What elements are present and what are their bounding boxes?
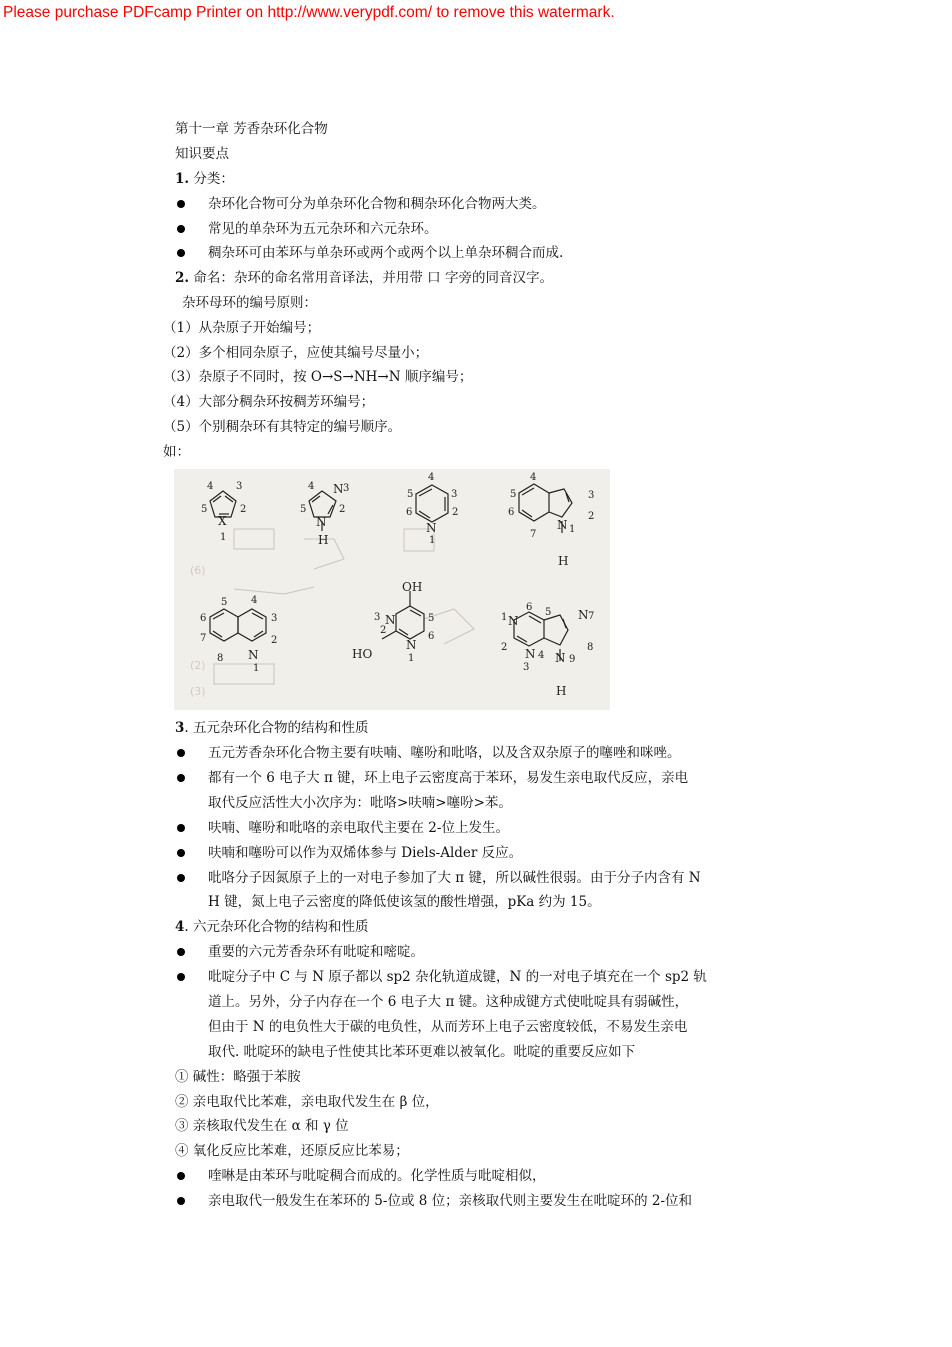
atom-number: 4	[538, 650, 545, 661]
quinoline-ring	[210, 609, 266, 641]
atom-number: 1	[501, 612, 508, 623]
nitrogen-atom: N	[525, 647, 536, 661]
hydrogen-atom: H	[556, 684, 567, 698]
nitrogen-atom: N	[406, 638, 417, 652]
atom-number: 5	[407, 489, 414, 500]
bullet-continuation: 取代. 吡啶环的缺电子性使其比苯环更难以被氧化。吡啶的重要反应如下	[208, 1044, 636, 1060]
atom-number: 5	[545, 607, 552, 618]
atom-number: 9	[569, 654, 576, 665]
atom-number: 4	[207, 481, 214, 492]
rule-item: （2）多个相同杂原子，应使其编号尽量小；	[163, 345, 429, 361]
rule-item: （3）杂原子不同时，按 O→S→NH→N 顺序编号；	[163, 369, 473, 385]
atom-number: 2	[380, 625, 387, 636]
heading-text: 分类：	[189, 171, 234, 187]
bullet-item: 吡咯分子因氮原子上的一对电子参加了大 π 键，所以碱性很弱。由于分子内含有 N	[208, 870, 701, 886]
atom-number: 2	[501, 642, 508, 653]
section-title: 知识要点	[175, 146, 229, 162]
atom-number: 1	[569, 524, 576, 535]
atom-number: 3	[236, 481, 243, 492]
atom-number: 2	[339, 504, 346, 515]
atom-number: 6	[508, 507, 515, 518]
bullet-item: 呋喃、噻吩和吡咯的亲电取代主要在 2-位上发生。	[208, 820, 509, 836]
bullet-item: 喹啉是由苯环与吡啶稠合而成的。化学性质与吡啶相似，	[208, 1168, 546, 1184]
rule-item: （5）个别稠杂环有其特定的编号顺序。	[163, 419, 402, 435]
nitrogen-atom: N	[248, 648, 259, 662]
heading-five-membered	[175, 719, 369, 737]
atom-number: 8	[587, 642, 594, 653]
structures-svg	[174, 469, 610, 710]
atom-number: 4	[530, 472, 537, 483]
atom-number: 2	[588, 511, 595, 522]
reaction-item: ④ 氧化反应比苯难，还原反应比苯易；	[175, 1143, 409, 1159]
heading-text: . 六元杂环化合物的结构和性质	[184, 919, 369, 935]
atom-number: 1	[429, 535, 436, 546]
svg-text:(2): (2)	[190, 659, 206, 672]
atom-number: 6	[428, 631, 435, 642]
reaction-item: ① 碱性：略强于苯胺	[175, 1069, 301, 1085]
hydrogen-atom: H	[318, 533, 329, 547]
bullet-item: 稠杂环可由苯环与单杂环或两个或两个以上单杂环稠合而成.	[208, 245, 564, 261]
atom-number: 4	[428, 472, 435, 483]
bullet-item: 呋喃和噻吩可以作为双烯体参与 Diels-Alder 反应。	[208, 845, 523, 861]
atom-number: 5	[428, 613, 435, 624]
atom-number: 6	[200, 613, 207, 624]
atom-number: 7	[530, 529, 537, 540]
pyridine-ring	[416, 485, 448, 522]
atom-number: 2	[452, 507, 459, 518]
atom-number: 7	[200, 633, 207, 644]
atom-number: 5	[201, 504, 208, 515]
heading-text: 命名：杂环的命名常用音译法，并用带 口 字旁的同音汉字。	[189, 270, 553, 286]
bullet-continuation: 取代反应活性大小次序为：吡咯>呋喃>噻吩>苯。	[208, 795, 512, 811]
chapter-title: 第十一章 芳香杂环化合物	[175, 121, 328, 137]
atom-number: 2	[271, 635, 278, 646]
atom-number: 3	[523, 662, 530, 673]
atom-number: 3	[343, 483, 350, 494]
atom-number: 5	[300, 504, 307, 515]
nitrogen-atom: N	[426, 521, 437, 535]
svg-text:(3): (3)	[190, 685, 206, 698]
atom-number: 4	[308, 481, 315, 492]
nitrogen-atom: N	[316, 515, 327, 529]
atom-number: 3	[374, 612, 381, 623]
bullet-item: 重要的六元芳香杂环有吡啶和嘧啶。	[208, 944, 424, 960]
hydroxyl-group: HO	[352, 647, 373, 661]
nitrogen-atom: N	[555, 651, 566, 665]
numbering-subheading: 杂环母环的编号原则：	[182, 295, 317, 311]
bullet-item: 常见的单杂环为五元杂环和六元杂环。	[208, 221, 438, 237]
heading-classification	[175, 170, 234, 188]
atom-number: 8	[217, 653, 224, 664]
nitrogen-atom: N	[333, 482, 344, 496]
example-label: 如：	[163, 444, 190, 460]
hydroxyl-group: OH	[402, 580, 423, 594]
bullet-item: 杂环化合物可分为单杂环化合物和稠杂环化合物两大类。	[208, 196, 546, 212]
nitrogen-atom: N	[578, 608, 589, 622]
nitrogen-atom: N	[508, 614, 519, 628]
rule-item: （1）从杂原子开始编号；	[163, 320, 321, 336]
atom-number: 7	[588, 611, 595, 622]
heading-number: 2.	[175, 270, 190, 286]
atom-number: 1	[253, 663, 260, 674]
atom-number: 6	[406, 507, 413, 518]
atom-number: 5	[510, 489, 517, 500]
atom-number: 1	[408, 653, 415, 664]
heading-number: 3	[175, 720, 185, 736]
atom-number: 6	[526, 602, 533, 613]
bullet-continuation: 道上。另外，分子内存在一个 6 电子大 π 键。这种成键方式使吡啶具有弱碱性，	[208, 994, 689, 1010]
hydrogen-atom: H	[558, 554, 569, 568]
atom-number: 4	[251, 595, 258, 606]
bullet-item: 亲电取代一般发生在苯环的 5-位或 8 位；亲核取代则主要发生在吡啶环的 2-位和	[208, 1193, 693, 1209]
atom-number: 3	[451, 489, 458, 500]
watermark-banner[interactable]: Please purchase PDFcamp Printer on http://www.verypdf.com/ to remove this watermark.	[3, 4, 615, 21]
reaction-item: ③ 亲核取代发生在 α 和 γ 位	[175, 1118, 349, 1134]
bullet-continuation: H 键，氮上电子云密度的降低使该氢的酸性增强，pKa 约为 15。	[208, 894, 601, 910]
nitrogen-atom: N	[557, 518, 568, 532]
heading-number: 1.	[175, 171, 190, 187]
rule-item: （4）大部分稠杂环按稠芳环编号；	[163, 394, 375, 410]
heading-number: 4	[175, 919, 185, 935]
svg-text:(6): (6)	[190, 564, 206, 577]
atom-number: 3	[588, 490, 595, 501]
heterocycle-structures-figure	[174, 469, 610, 710]
atom-number: 1	[220, 532, 227, 543]
nitrogen-atom: N	[385, 613, 396, 627]
bullet-continuation: 但由于 N 的电负性大于碳的电负性，从而芳环上电子云密度较低，不易发生亲电	[208, 1019, 688, 1035]
heteroatom-x: X	[218, 514, 227, 528]
bullet-item: 都有一个 6 电子大 π 键，环上电子云密度高于苯环，易发生亲电取代反应，亲电	[208, 770, 689, 786]
atom-number: 2	[240, 504, 247, 515]
atom-number: 3	[271, 613, 278, 624]
bullet-item: 五元芳香杂环化合物主要有呋喃、噻吩和吡咯，以及含双杂原子的噻唑和咪唑。	[208, 745, 681, 761]
heading-text: . 五元杂环化合物的结构和性质	[184, 720, 369, 736]
atom-number: 5	[221, 597, 228, 608]
heading-six-membered	[175, 918, 369, 936]
reaction-item: ② 亲电取代比苯难，亲电取代发生在 β 位，	[175, 1094, 439, 1110]
bullet-item: 吡啶分子中 C 与 N 原子都以 sp2 杂化轨道成键，N 的一对电子填充在一个 sp2 轨	[208, 969, 707, 985]
heading-nomenclature	[175, 269, 553, 287]
